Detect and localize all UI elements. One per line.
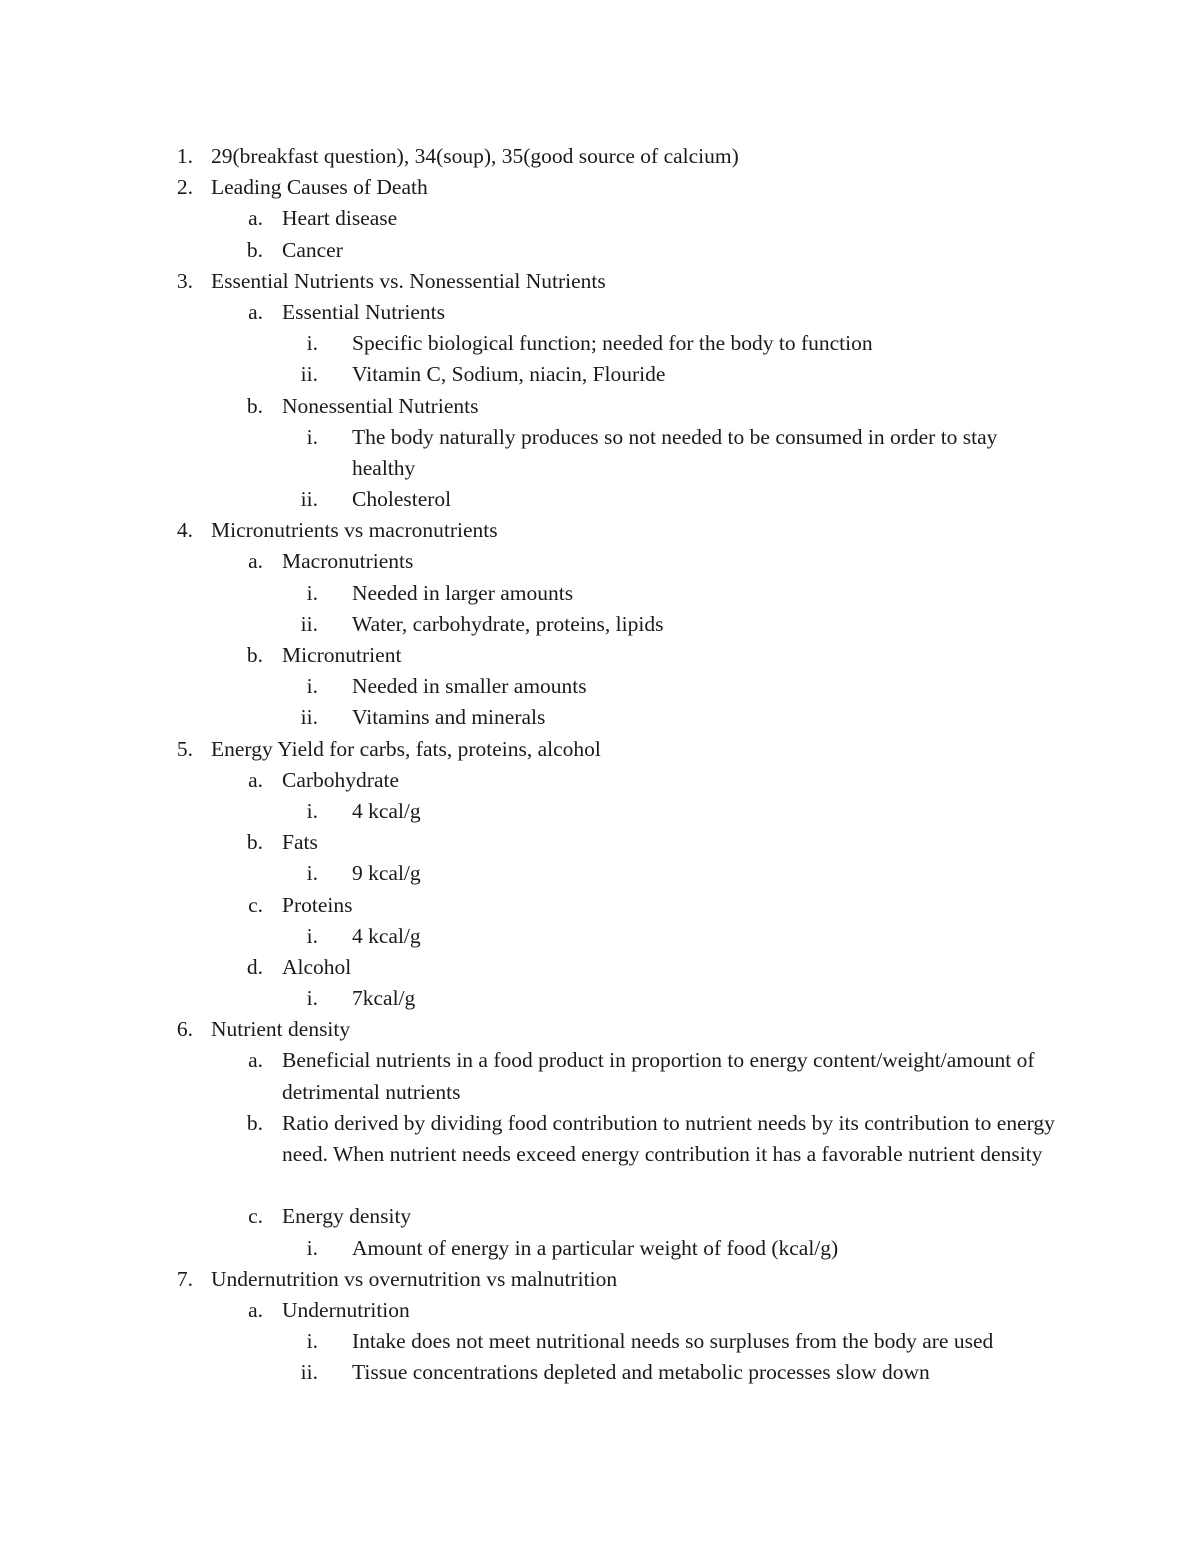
outline-item-level-3 [0, 328, 1200, 359]
list-item-text: Heart disease [282, 206, 398, 231]
list-item-text: Needed in larger amounts [352, 580, 574, 605]
outline-item-level-3 [0, 1357, 1200, 1388]
list-item-text: 4 kcal/g [352, 923, 421, 948]
list-item-text: Undernutrition [282, 1298, 410, 1322]
list-item-text: Vitamins and minerals [352, 705, 546, 730]
outline-item-level-3 [0, 671, 1200, 702]
outline-item-level-1 [0, 266, 1200, 297]
list-marker: a. [248, 767, 263, 792]
outline-item-level-1 [0, 141, 1200, 172]
list-marker: i. [306, 331, 318, 356]
outline-item-level-2 [0, 827, 1200, 858]
list-marker: 6. [176, 1017, 193, 1042]
list-marker: i. [306, 674, 318, 699]
list-marker: 2. [176, 175, 193, 200]
list-marker: ii. [300, 1360, 318, 1385]
list-item-text: 9 kcal/g [352, 861, 421, 886]
list-marker: 4. [176, 518, 193, 543]
list-item-text: Specific biological function; needed for the body to function [352, 331, 873, 356]
outline-item-level-1 [0, 1014, 1200, 1045]
list-item-text: Fats [282, 830, 318, 855]
list-item-text: The body naturally produces so not needed to be consumed in order to stay healthy [352, 424, 998, 480]
list-marker: a. [248, 206, 263, 231]
outline-item-level-2 [0, 890, 1200, 921]
outline-item-level-3 [0, 359, 1200, 390]
list-item-text: Nonessential Nutrients [282, 393, 479, 418]
list-marker: b. [246, 237, 263, 262]
list-item-text: 7kcal/g [352, 986, 416, 1011]
list-item-text: Vitamin C, Sodium, niacin, Flouride [352, 362, 666, 387]
outline-item-level-2 [0, 546, 1200, 577]
outline-item-level-2 [0, 1295, 1200, 1326]
list-item-text: Ratio derived by dividing food contribution to nutrient needs by its contribution to energy need. When nutrient needs exceed energy contribution it has a favorable nutrient density [282, 1110, 1055, 1167]
list-item-text: Amount of energy in a particular weight of food (kcal/g) [352, 1235, 839, 1260]
outline-item-level-3 [0, 702, 1200, 733]
outline-item-level-1 [0, 1264, 1200, 1295]
outline-item-level-2 [0, 297, 1200, 328]
list-marker: b. [246, 1110, 263, 1135]
list-item-text: Cancer [282, 237, 343, 262]
list-item-text: 29(breakfast question), 34(soup), 35(good source of calcium) [211, 144, 739, 168]
outline-item-level-3 [0, 1326, 1200, 1357]
list-item-text: Beneficial nutrients in a food product in proportion to energy content/weight/amount of detrimental nutrients [282, 1048, 1035, 1104]
list-item-text: Alcohol [282, 954, 352, 979]
outline-item-level-2 [0, 391, 1200, 422]
list-marker: ii. [300, 705, 318, 730]
outline-item-level-3 [0, 484, 1200, 515]
list-marker: ii. [300, 611, 318, 636]
outline-item-level-1 [0, 515, 1200, 546]
list-marker: i. [306, 1329, 318, 1354]
list-marker: ii. [300, 362, 318, 387]
outline-item-level-3 [0, 1233, 1200, 1264]
notes-outline [0, 141, 1200, 1389]
outline-item-level-3 [0, 921, 1200, 952]
list-marker: ii. [300, 487, 318, 512]
list-item-text: Tissue concentrations depleted and metabolic processes slow down [352, 1360, 930, 1385]
outline-item-level-1 [0, 172, 1200, 203]
list-marker: b. [246, 830, 263, 855]
list-item-text: Macronutrients [282, 549, 414, 574]
list-marker: a. [248, 1298, 263, 1322]
list-marker: b. [246, 393, 263, 418]
outline-item-level-3 [0, 422, 1200, 484]
outline-item-level-3 [0, 609, 1200, 640]
list-item-text: Essential Nutrients [282, 299, 446, 324]
outline-item-level-2 [0, 1201, 1200, 1232]
list-item-text: Energy density [282, 1204, 412, 1229]
outline-item-level-3 [0, 983, 1200, 1014]
list-item-text: Undernutrition vs overnutrition vs malnutrition [211, 1266, 618, 1291]
outline-item-level-2 [0, 203, 1200, 234]
list-marker: i. [306, 986, 318, 1011]
list-marker: a. [248, 1048, 263, 1073]
list-marker: a. [248, 549, 263, 574]
list-marker: c. [248, 1204, 263, 1229]
list-marker: d. [246, 954, 263, 979]
list-item-text: 4 kcal/g [352, 798, 421, 823]
list-marker: a. [248, 299, 263, 324]
list-marker: i. [306, 1235, 318, 1260]
outline-item-level-2 [0, 1108, 1200, 1202]
list-item-text: Cholesterol [352, 487, 452, 512]
list-marker: 3. [176, 268, 193, 293]
outline-item-level-3 [0, 578, 1200, 609]
list-item-text: Proteins [282, 892, 353, 917]
list-marker: i. [306, 923, 318, 948]
list-marker: i. [306, 861, 318, 886]
list-marker: i. [306, 580, 318, 605]
outline-item-level-2 [0, 952, 1200, 983]
outline-item-level-3 [0, 796, 1200, 827]
outline-item-level-2 [0, 235, 1200, 266]
list-item-text: Carbohydrate [282, 767, 400, 792]
list-item-text: Nutrient density [211, 1017, 351, 1042]
list-item-text: Micronutrients vs macronutrients [211, 518, 498, 543]
outline-item-level-1 [0, 734, 1200, 765]
list-marker: c. [248, 892, 263, 917]
list-marker: b. [246, 643, 263, 668]
list-marker: i. [306, 798, 318, 823]
list-item-text: Intake does not meet nutritional needs so surpluses from the body are used [352, 1329, 994, 1354]
list-item-text: Energy Yield for carbs, fats, proteins, alcohol [211, 736, 601, 761]
list-item-text: Needed in smaller amounts [352, 674, 587, 699]
list-item-text: Essential Nutrients vs. Nonessential Nutrients [211, 268, 606, 293]
outline-item-level-2 [0, 1045, 1200, 1107]
list-marker: 5. [176, 736, 193, 761]
list-marker: i. [306, 424, 318, 449]
outline-item-level-3 [0, 858, 1200, 889]
list-marker: 7. [176, 1266, 193, 1291]
list-item-text: Water, carbohydrate, proteins, lipids [352, 611, 664, 636]
outline-item-level-2 [0, 765, 1200, 796]
list-item-text: Micronutrient [282, 643, 402, 668]
list-marker: 1. [176, 144, 193, 168]
list-item-text: Leading Causes of Death [211, 175, 428, 200]
outline-item-level-2 [0, 640, 1200, 671]
